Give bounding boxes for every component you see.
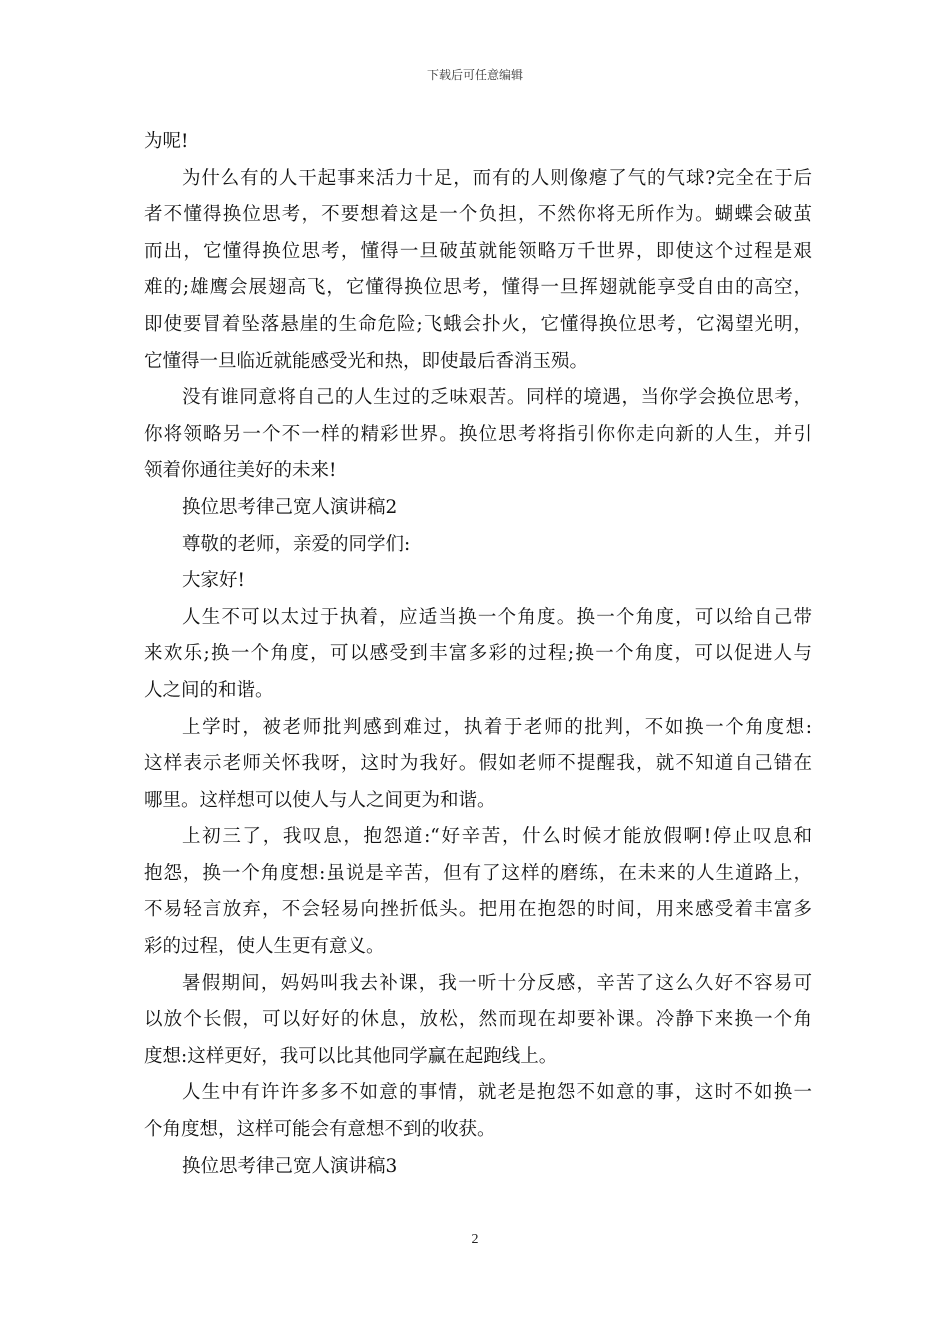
text-line: 人生中有许许多多不如意的事情，就老是抱怨不如意的事，这时不如换一 <box>182 1082 812 1104</box>
text-line: 彩的过程，使人生更有意义。 <box>144 936 385 958</box>
text-line: 大家好! <box>182 570 245 592</box>
page-number: 2 <box>471 1232 479 1247</box>
text-line: 它懂得一旦临近就能感受光和热，即使最后香消玉殒。 <box>144 350 589 372</box>
text-line: 换位思考律己宽人演讲稿3 <box>182 1155 398 1177</box>
text-line: 暑假期间，妈妈叫我去补课，我一听十分反感，辛苦了这么久好不容易可 <box>182 972 812 994</box>
text-line: 领着你通往美好的未来! <box>144 460 337 482</box>
text-line: 不易轻言放弃，不会轻易向挫折低头。把用在抱怨的时间，用来感受着丰富多 <box>144 899 812 921</box>
text-line: 没有谁同意将自己的人生过的乏味艰苦。同样的境遇，当你学会换位思考， <box>182 387 812 409</box>
text-line: 抱怨，换一个角度想:虽说是辛苦，但有了这样的磨练，在未来的人生道路上， <box>144 862 812 884</box>
text-line: 换位思考律己宽人演讲稿2 <box>182 496 398 518</box>
text-line: 上初三了，我叹息，抱怨道:“好辛苦，什么时候才能放假啊!停止叹息和 <box>182 826 812 848</box>
text-line: 难的;雄鹰会展翅高飞，它懂得换位思考，懂得一旦挥翅就能享受自由的高空， <box>144 277 812 299</box>
text-line: 人之间的和谐。 <box>144 679 274 701</box>
text-line: 人生不可以太过于执着，应适当换一个角度。换一个角度，可以给自己带 <box>182 606 812 628</box>
text-line: 来欢乐;换一个角度，可以感受到丰富多彩的过程;换一个角度，可以促进人与 <box>144 643 812 665</box>
text-line: 以放个长假，可以好好的休息，放松，然而现在却要补课。冷静下来换一个角 <box>144 1009 812 1031</box>
text-line: 度想:这样更好，我可以比其他同学赢在起跑线上。 <box>144 1045 558 1067</box>
text-line: 者不懂得换位思考，不要想着这是一个负担，不然你将无所作为。蝴蝶会破茧 <box>144 204 812 226</box>
text-line: 为什么有的人干起事来活力十足，而有的人则像瘪了气的气球?完全在于后 <box>182 167 812 189</box>
text-line: 这样表示老师关怀我呀，这时为我好。假如老师不提醒我，就不知道自己错在 <box>144 753 812 775</box>
text-line: 哪里。这样想可以使人与人之间更为和谐。 <box>144 789 496 811</box>
text-line: 个角度想，这样可能会有意想不到的收获。 <box>144 1119 496 1141</box>
page-header: 下载后可任意编辑 <box>426 68 523 82</box>
text-line: 你将领略另一个不一样的精彩世界。换位思考将指引你你走向新的人生，并引 <box>144 423 812 445</box>
text-line: 尊敬的老师，亲爱的同学们: <box>182 533 411 555</box>
text-line: 即使要冒着坠落悬崖的生命危险;飞蛾会扑火，它懂得换位思考，它渴望光明， <box>144 313 812 335</box>
text-line: 为呢! <box>144 131 189 152</box>
document-body <box>144 124 812 1185</box>
text-line: 而出，它懂得换位思考，懂得一旦破茧就能领略万千世界，即使这个过程是艰 <box>144 240 812 262</box>
text-line: 上学时，被老师批判感到难过，执着于老师的批判，不如换一个角度想: <box>182 716 812 738</box>
